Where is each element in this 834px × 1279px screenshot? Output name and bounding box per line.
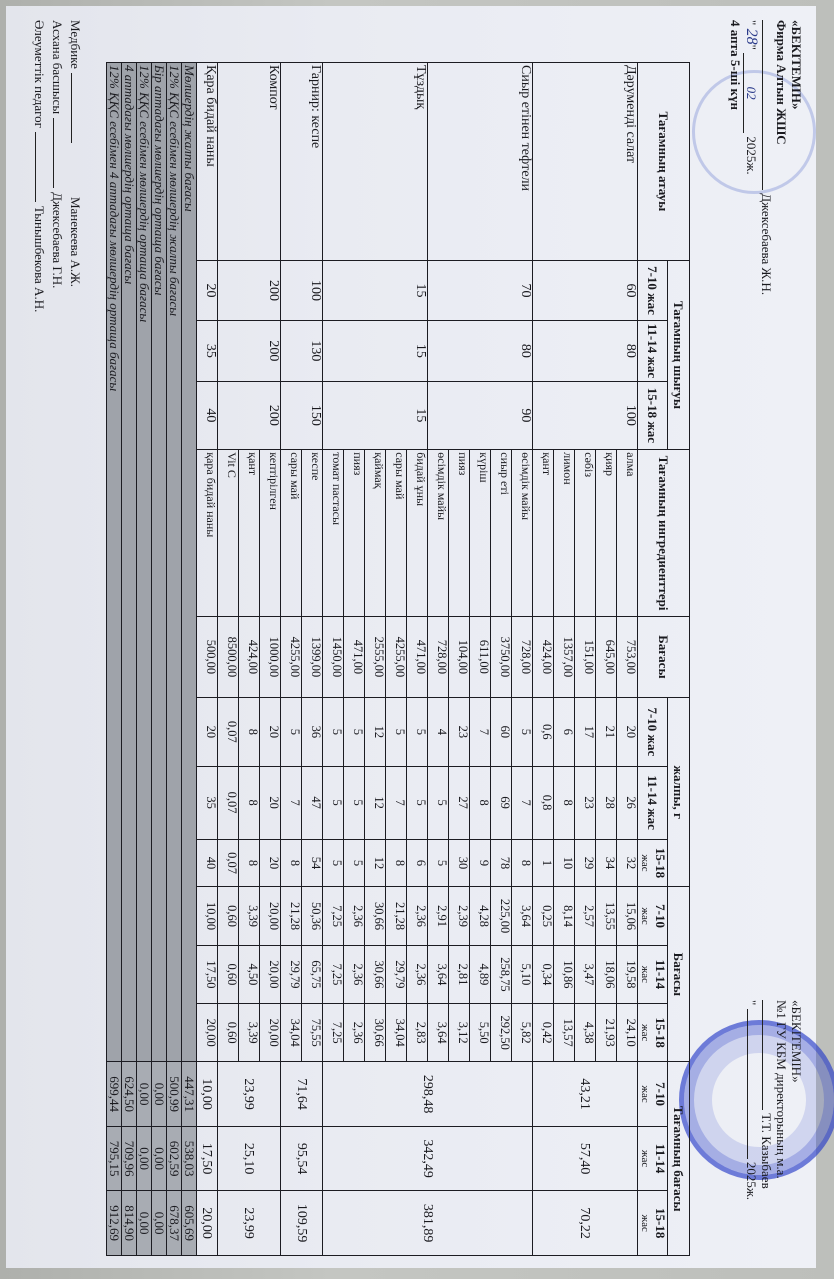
dish-portion: 60 (533, 260, 638, 320)
signature-name: Тынышбекова А.Н. (32, 205, 47, 313)
ingredient-cost: 2,57 (575, 887, 596, 945)
ingredient-price: 728,00 (512, 616, 533, 697)
summary-label: Мөлшердің жалпы бағасы (182, 63, 197, 1062)
dish-portion: 15 (323, 260, 428, 320)
summary-value: 624,50 (122, 1062, 137, 1127)
ingredient-cost: 0,42 (533, 1004, 554, 1062)
ingredient-name: сәбіз (575, 450, 596, 617)
ingredient-cost: 2,39 (449, 887, 470, 945)
dish-name: Компот (218, 63, 281, 261)
ingredient-cost: 2,83 (407, 1004, 428, 1062)
ingredient-cost: 4,38 (575, 1004, 596, 1062)
approve-heading-right: «БЕКІТЕМІН» (789, 1000, 804, 1083)
ingredient-cost: 65,75 (302, 945, 323, 1003)
ingredient-cost: 4,28 (470, 887, 491, 945)
dish-total-cost: 17,50 (197, 1126, 218, 1191)
ingredient-cost: 24,10 (617, 1004, 638, 1062)
ingredient-weight: 8 (554, 766, 575, 839)
signer-left (759, 20, 774, 350)
summary-value: 795,15 (107, 1126, 122, 1191)
ingredient-cost: 2,36 (344, 1004, 365, 1062)
ingredient-price: 728,00 (428, 616, 449, 697)
ingredient-name: қара бидай наны (197, 450, 218, 617)
ingredient-cost: 258,75 (491, 945, 512, 1003)
ingredient-weight: 5 (428, 766, 449, 839)
ingredient-cost: 29,79 (281, 945, 302, 1003)
ingredient-weight: 29 (575, 839, 596, 887)
ingredient-cost: 5,10 (512, 945, 533, 1003)
dish-total-cost: 381,89 (323, 1191, 533, 1256)
ingredient-weight: 36 (302, 697, 323, 766)
col-price: Бағасы (638, 616, 690, 697)
summary-row (167, 63, 182, 1256)
ingredient-weight: 8 (386, 839, 407, 887)
ingredient-name: кептірілген (260, 450, 281, 617)
approval-block-left (728, 20, 804, 350)
ingredient-cost: 20,00 (260, 1004, 281, 1062)
ingredient-name: кеспе (302, 450, 323, 617)
ingredient-name: алма (617, 450, 638, 617)
date-year-right: 2025ж. (744, 1161, 759, 1201)
ingredient-cost: 50,36 (302, 887, 323, 945)
col-portion-group: Тағамның шығуы (668, 260, 690, 449)
col-weight-11-14: 11-14 жас (638, 766, 668, 839)
summary-row (137, 63, 152, 1256)
ingredient-cost: 2,36 (344, 945, 365, 1003)
ingredient-weight: 40 (197, 839, 218, 887)
col-dish-name: Тағамның атауы (638, 63, 690, 261)
ingredient-cost: 3,39 (239, 1004, 260, 1062)
ingredient-cost: 29,79 (386, 945, 407, 1003)
ingredient-weight: 69 (491, 766, 512, 839)
ingredient-cost: 75,55 (302, 1004, 323, 1062)
dish-portion: 80 (533, 321, 638, 381)
ingredient-weight: 28 (596, 766, 617, 839)
ingredient-weight: 6 (407, 839, 428, 887)
ingredient-price: 8500,00 (218, 616, 239, 697)
ingredient-price: 4255,00 (386, 616, 407, 697)
ingredient-cost: 2,36 (344, 887, 365, 945)
dish-total-cost: 10,00 (197, 1062, 218, 1127)
ingredient-cost: 5,82 (512, 1004, 533, 1062)
ingredient-cost: 4,50 (239, 945, 260, 1003)
dish-portion: 15 (323, 321, 428, 381)
signer-right (759, 1000, 774, 1260)
ingredient-weight: 5 (281, 697, 302, 766)
ingredient-weight: 10 (554, 839, 575, 887)
ingredient-cost: 0,34 (533, 945, 554, 1003)
summary-row (107, 63, 122, 1256)
dish-portion: 200 (218, 321, 281, 381)
dish-portion: 15 (323, 381, 428, 450)
ingredient-price: 471,00 (344, 616, 365, 697)
ingredient-cost: 15,06 (617, 887, 638, 945)
ingredient-price: 1357,00 (554, 616, 575, 697)
ingredient-cost: 0,60 (218, 945, 239, 1003)
summary-value: 605,69 (182, 1191, 197, 1256)
col-dishcost-15-18: 15-18 жас (638, 1191, 668, 1256)
ingredient-price: 104,00 (449, 616, 470, 697)
ingredient-name: қияр (596, 450, 617, 617)
approval-block-right (744, 1000, 804, 1260)
ingredient-weight: 7 (470, 697, 491, 766)
ingredient-weight: 20 (617, 697, 638, 766)
dish-total-cost: 43,21 (533, 1062, 638, 1127)
date-quote: " (744, 20, 759, 26)
ingredient-weight: 20 (197, 697, 218, 766)
signer-left-name: Джексебаева Ж.Н. (759, 193, 774, 296)
ingredient-weight: 5 (344, 839, 365, 887)
ingredient-price: 611,00 (470, 616, 491, 697)
ingredient-weight: 8 (470, 766, 491, 839)
ingredient-weight: 6 (554, 697, 575, 766)
summary-label: Бір аптадағы мөлшердің ортаща бағасы (152, 63, 167, 1062)
ingredient-weight: 5 (344, 766, 365, 839)
summary-value: 0,00 (152, 1062, 167, 1127)
ingredient-cost: 5,50 (470, 1004, 491, 1062)
ingredient-price: 645,00 (596, 616, 617, 697)
ingredient-price: 3750,00 (491, 616, 512, 697)
ingredient-name: бидай ұны (407, 450, 428, 617)
ingredient-weight: 5 (323, 766, 344, 839)
ingredient-weight: 0,6 (533, 697, 554, 766)
ingredient-name: қант (533, 450, 554, 617)
dish-total-cost: 57,40 (533, 1126, 638, 1191)
dish-total-cost: 298,48 (323, 1062, 533, 1127)
ingredient-weight: 60 (491, 697, 512, 766)
dish-portion: 100 (533, 381, 638, 450)
ingredient-cost: 2,36 (407, 945, 428, 1003)
dish-name: Тұздық (323, 63, 428, 261)
summary-value: 0,00 (152, 1191, 167, 1256)
col-portion-11-14: 11-14 жас (638, 321, 668, 381)
ingredient-cost: 7,25 (323, 887, 344, 945)
ingredient-name: Vit C (218, 450, 239, 617)
ingredient-weight: 8 (512, 839, 533, 887)
dish-portion: 40 (197, 381, 218, 450)
ingredient-name: пияз (449, 450, 470, 617)
dish-total-cost: 20,00 (197, 1191, 218, 1256)
dish-total-cost: 23,99 (218, 1062, 281, 1127)
date-month: 02 (743, 53, 759, 133)
ingredient-cost: 2,91 (428, 887, 449, 945)
ingredient-weight: 35 (197, 766, 218, 839)
dish-portion: 20 (197, 260, 218, 320)
ingredient-weight: 8 (239, 766, 260, 839)
ingredient-price: 1000,00 (260, 616, 281, 697)
dish-total-cost: 71,64 (281, 1062, 323, 1127)
approval-date-left: " 28" 02 2025ж. (743, 20, 760, 175)
ingredient-cost: 4,89 (470, 945, 491, 1003)
table-row (302, 63, 323, 1256)
signature-role: Медбике (68, 20, 83, 69)
dish-total-cost: 95,54 (281, 1126, 323, 1191)
dish-total-cost: 25,10 (218, 1126, 281, 1191)
col-cost-group: Бағасы (668, 887, 690, 1062)
dish-portion: 200 (218, 260, 281, 320)
col-dishcost-11-14: 11-14 жас (638, 1126, 668, 1191)
ingredient-weight: 30 (449, 839, 470, 887)
ingredient-weight: 0,07 (218, 839, 239, 887)
dish-portion: 130 (281, 321, 323, 381)
ingredient-cost: 2,36 (407, 887, 428, 945)
summary-label: 12% ҚҚС есебімен мөлшердің ортаща бағасы (137, 63, 152, 1062)
ingredient-cost: 2,81 (449, 945, 470, 1003)
ingredient-weight: 7 (386, 766, 407, 839)
ingredient-cost: 21,28 (281, 887, 302, 945)
ingredient-weight: 23 (449, 697, 470, 766)
ingredient-cost: 20,00 (260, 945, 281, 1003)
ingredient-name: лимон (554, 450, 575, 617)
ingredient-weight: 23 (575, 766, 596, 839)
table-row (512, 63, 533, 1256)
signature-social-pedagogue (32, 20, 46, 312)
dish-total-cost: 23,99 (218, 1191, 281, 1256)
dish-portion: 80 (428, 321, 533, 381)
ingredient-price: 753,00 (617, 616, 638, 697)
table-row (197, 63, 218, 1256)
signature-kitchen-head (50, 20, 64, 288)
ingredient-cost: 7,25 (323, 1004, 344, 1062)
dish-total-cost: 109,59 (281, 1191, 323, 1256)
ingredient-weight: 27 (449, 766, 470, 839)
ingredient-price: 424,00 (239, 616, 260, 697)
ingredient-weight: 8 (239, 697, 260, 766)
ingredient-cost: 0,25 (533, 887, 554, 945)
ingredient-weight: 7 (281, 766, 302, 839)
summary-value: 709,96 (122, 1126, 137, 1191)
col-portion-15-18: 15-18 жас (638, 381, 668, 450)
ingredient-cost: 3,64 (428, 945, 449, 1003)
col-ingredients: Тағамның ингредиенттері (638, 450, 690, 617)
ingredient-price: 151,00 (575, 616, 596, 697)
ingredient-weight: 8 (239, 839, 260, 887)
table-row (260, 63, 281, 1256)
dish-portion: 35 (197, 321, 218, 381)
ingredient-weight: 12 (365, 697, 386, 766)
dish-name: Дәруменді салат (533, 63, 638, 261)
ingredient-price: 500,00 (197, 616, 218, 697)
ingredient-cost: 225,00 (491, 887, 512, 945)
ingredient-cost: 20,00 (260, 887, 281, 945)
col-weight-15-18: 15-18 жас (638, 839, 668, 887)
col-cost-15-18: 15-18 жас (638, 1004, 668, 1062)
menu-cost-table (106, 62, 690, 1256)
col-cost-7-10: 7-10 жас (638, 887, 668, 945)
ingredient-cost: 21,93 (596, 1004, 617, 1062)
ingredient-cost: 34,04 (386, 1004, 407, 1062)
dish-portion: 100 (281, 260, 323, 320)
ingredient-cost: 21,28 (386, 887, 407, 945)
date-year-left: 2025ж. (744, 136, 759, 175)
summary-value: 678,37 (167, 1191, 182, 1256)
signature-role: Әлеуметтік педагог (32, 20, 47, 128)
ingredient-name: күріш (470, 450, 491, 617)
ingredient-weight: 5 (386, 697, 407, 766)
ingredient-price: 471,00 (407, 616, 428, 697)
summary-row (152, 63, 167, 1256)
ingredient-cost: 30,66 (365, 1004, 386, 1062)
ingredient-weight: 54 (302, 839, 323, 887)
ingredient-price: 1399,00 (302, 616, 323, 697)
summary-value: 500,99 (167, 1062, 182, 1127)
ingredient-weight: 32 (617, 839, 638, 887)
summary-value: 447,31 (182, 1062, 197, 1127)
dish-name: Гарнир: кеспе (281, 63, 323, 261)
date-day: 28 (743, 28, 760, 45)
ingredient-weight: 5 (323, 839, 344, 887)
summary-value: 0,00 (137, 1126, 152, 1191)
ingredient-weight: 12 (365, 839, 386, 887)
week-day-label: 4 апта 5-ші күн (728, 20, 743, 111)
ingredient-weight: 5 (407, 766, 428, 839)
ingredient-name: сары май (386, 450, 407, 617)
ingredient-weight: 17 (575, 697, 596, 766)
ingredient-name: пияз (344, 450, 365, 617)
summary-value: 0,00 (137, 1062, 152, 1127)
dish-portion: 70 (428, 260, 533, 320)
organization-name: Фирма Алтын ЖШС (774, 20, 789, 145)
ingredient-cost: 7,25 (323, 945, 344, 1003)
ingredient-weight: 34 (596, 839, 617, 887)
ingredient-cost: 19,58 (617, 945, 638, 1003)
ingredient-cost: 10,86 (554, 945, 575, 1003)
ingredient-cost: 3,12 (449, 1004, 470, 1062)
summary-label: 4 аптадағы мөлшердің ортаща бағасы (122, 63, 137, 1062)
summary-value: 699,44 (107, 1062, 122, 1127)
ingredient-cost: 3,64 (428, 1004, 449, 1062)
dish-portion: 90 (428, 381, 533, 450)
ingredient-weight: 1 (533, 839, 554, 887)
ingredient-weight: 20 (260, 697, 281, 766)
summary-value: 814,90 (122, 1191, 137, 1256)
ingredient-name: сары май (281, 450, 302, 617)
col-cost-11-14: 11-14 жас (638, 945, 668, 1003)
ingredient-name: сиыр еті (491, 450, 512, 617)
ingredient-cost: 30,66 (365, 887, 386, 945)
col-dishcost-7-10: 7-10 жас (638, 1062, 668, 1127)
ingredient-cost: 17,50 (197, 945, 218, 1003)
col-weight-group: жалпы, г (668, 697, 690, 886)
ingredient-name: қаймақ (365, 450, 386, 617)
ingredient-name: өсімдік майы (428, 450, 449, 617)
director-title: №1 ГУ КБМ директорының м.а. (774, 1000, 789, 1179)
menu-table-body (107, 63, 638, 1256)
ingredient-weight: 0,07 (218, 697, 239, 766)
ingredient-cost: 18,06 (596, 945, 617, 1003)
ingredient-weight: 0,07 (218, 766, 239, 839)
summary-label: 12% ҚҚС есебімен мөлшердің жалпы бағасы (167, 63, 182, 1062)
ingredient-weight: 0,8 (533, 766, 554, 839)
ingredient-cost: 10,00 (197, 887, 218, 945)
ingredient-cost: 3,39 (239, 887, 260, 945)
ingredient-cost: 34,04 (281, 1004, 302, 1062)
ingredient-cost: 292,50 (491, 1004, 512, 1062)
summary-value: 0,00 (137, 1191, 152, 1256)
ingredient-weight: 26 (617, 766, 638, 839)
ingredient-cost: 13,57 (554, 1004, 575, 1062)
ingredient-weight: 5 (407, 697, 428, 766)
ingredient-cost: 3,47 (575, 945, 596, 1003)
table-row (617, 63, 638, 1256)
summary-row (182, 63, 197, 1256)
ingredient-cost: 3,64 (512, 887, 533, 945)
col-dish-cost-group: Тағамның бағасы (668, 1062, 690, 1256)
ingredient-weight: 21 (596, 697, 617, 766)
summary-value: 0,00 (152, 1126, 167, 1191)
ingredient-cost: 8,14 (554, 887, 575, 945)
summary-value: 538,03 (182, 1126, 197, 1191)
approve-heading-left: «БЕКІТЕМІН» (789, 20, 804, 110)
ingredient-weight: 9 (470, 839, 491, 887)
ingredient-cost: 13,55 (596, 887, 617, 945)
dish-portion: 150 (281, 381, 323, 450)
ingredient-weight: 4 (428, 697, 449, 766)
dish-name: Сиыр етінен тефтели (428, 63, 533, 261)
summary-value: 912,69 (107, 1191, 122, 1256)
ingredient-price: 2555,00 (365, 616, 386, 697)
summary-row (122, 63, 137, 1256)
ingredient-weight: 5 (428, 839, 449, 887)
ingredient-weight: 5 (344, 697, 365, 766)
ingredient-weight: 12 (365, 766, 386, 839)
signature-name: Манекеева А.Ж. (68, 196, 83, 288)
ingredient-weight: 5 (323, 697, 344, 766)
ingredient-price: 1450,00 (323, 616, 344, 697)
ingredient-name: томат пастасы (323, 450, 344, 617)
ingredient-name: өсімдік майы (512, 450, 533, 617)
ingredient-cost: 0,60 (218, 1004, 239, 1062)
ingredient-name: қант (239, 450, 260, 617)
ingredient-cost: 0,60 (218, 887, 239, 945)
dish-portion: 200 (218, 381, 281, 450)
ingredient-weight: 78 (491, 839, 512, 887)
summary-value: 602,59 (167, 1126, 182, 1191)
signature-role: Асхана басшысы (50, 20, 65, 115)
approval-date-right: " 2025ж. (744, 1000, 759, 1201)
summary-label: 12% ҚҚС есебімен 4 аптадағы мөлшердің ортаща бағасы (107, 63, 122, 1062)
signature-name: Джексебаева Г.Н. (50, 192, 65, 289)
ingredient-cost: 30,66 (365, 945, 386, 1003)
ingredient-weight: 5 (512, 697, 533, 766)
ingredient-cost: 20,00 (197, 1004, 218, 1062)
ingredient-price: 4255,00 (281, 616, 302, 697)
ingredient-weight: 7 (512, 766, 533, 839)
dish-total-cost: 70,22 (533, 1191, 638, 1256)
dish-name: Қара бидай наны (197, 63, 218, 261)
col-portion-7-10: 7-10 жас (638, 260, 668, 320)
ingredient-price: 424,00 (533, 616, 554, 697)
ingredient-weight: 47 (302, 766, 323, 839)
dish-total-cost: 342,49 (323, 1126, 533, 1191)
ingredient-weight: 8 (281, 839, 302, 887)
ingredient-weight: 20 (260, 839, 281, 887)
signature-nurse (68, 20, 82, 287)
col-weight-7-10: 7-10 жас (638, 697, 668, 766)
ingredient-weight: 20 (260, 766, 281, 839)
signer-right-name: Т.Т. Казыбаев (759, 1113, 774, 1189)
